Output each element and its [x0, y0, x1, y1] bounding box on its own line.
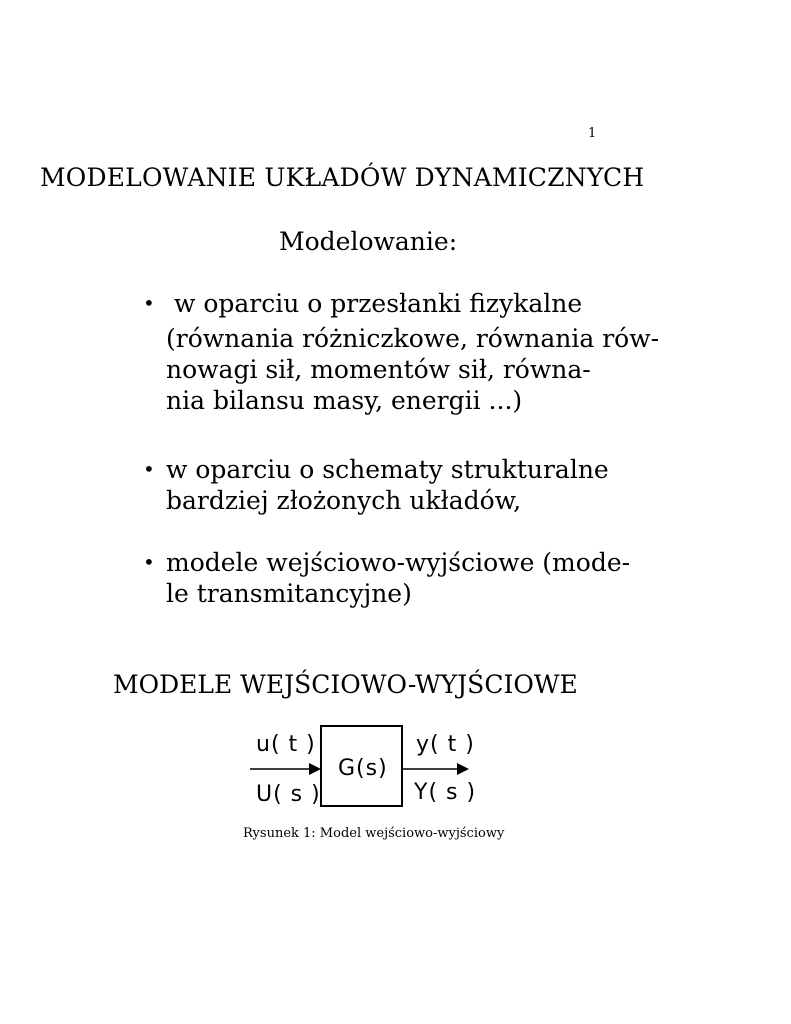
bullet-line: modele wejściowo-wyjściowe (mode- — [166, 548, 631, 577]
bullet-line: nowagi sił, momentów sił, równa- — [166, 355, 591, 384]
output-laplace-label: Y( s ) — [414, 780, 477, 805]
section-title: MODELE WEJŚCIOWO-WYJŚCIOWE — [113, 670, 578, 699]
output-arrow-head — [457, 763, 469, 775]
bullet-line: le transmitancyjne) — [166, 579, 412, 608]
page-title: MODELOWANIE UKŁADÓW DYNAMICZNYCH — [40, 163, 645, 192]
bullet-icon: • — [143, 291, 155, 315]
block-diagram — [240, 718, 500, 818]
bullet-line: bardziej złożonych układów, — [166, 486, 522, 515]
bullet-line: w oparciu o schematy strukturalne — [166, 455, 609, 484]
subtitle: Modelowanie: — [279, 227, 458, 256]
bullet-icon: • — [143, 550, 155, 574]
bullet-icon: • — [143, 457, 155, 481]
bullet-item — [143, 454, 609, 516]
bullet-item — [143, 547, 630, 609]
bullet-item — [143, 288, 659, 416]
block-label: G(s) — [338, 756, 388, 781]
input-time-label: u( t ) — [256, 732, 316, 757]
bullet-line: w oparciu o przesłanki fizykalne — [174, 289, 583, 318]
bullet-line: (równania różniczkowe, równania rów- — [166, 324, 660, 353]
input-arrow-head — [309, 763, 321, 775]
output-time-label: y( t ) — [416, 732, 475, 757]
input-laplace-label: U( s ) — [256, 782, 321, 807]
bullet-line: nia bilansu masy, energii ...) — [166, 386, 523, 415]
figure-caption: Rysunek 1: Model wejściowo-wyjściowy — [243, 826, 505, 841]
page-number: 1 — [588, 126, 597, 141]
